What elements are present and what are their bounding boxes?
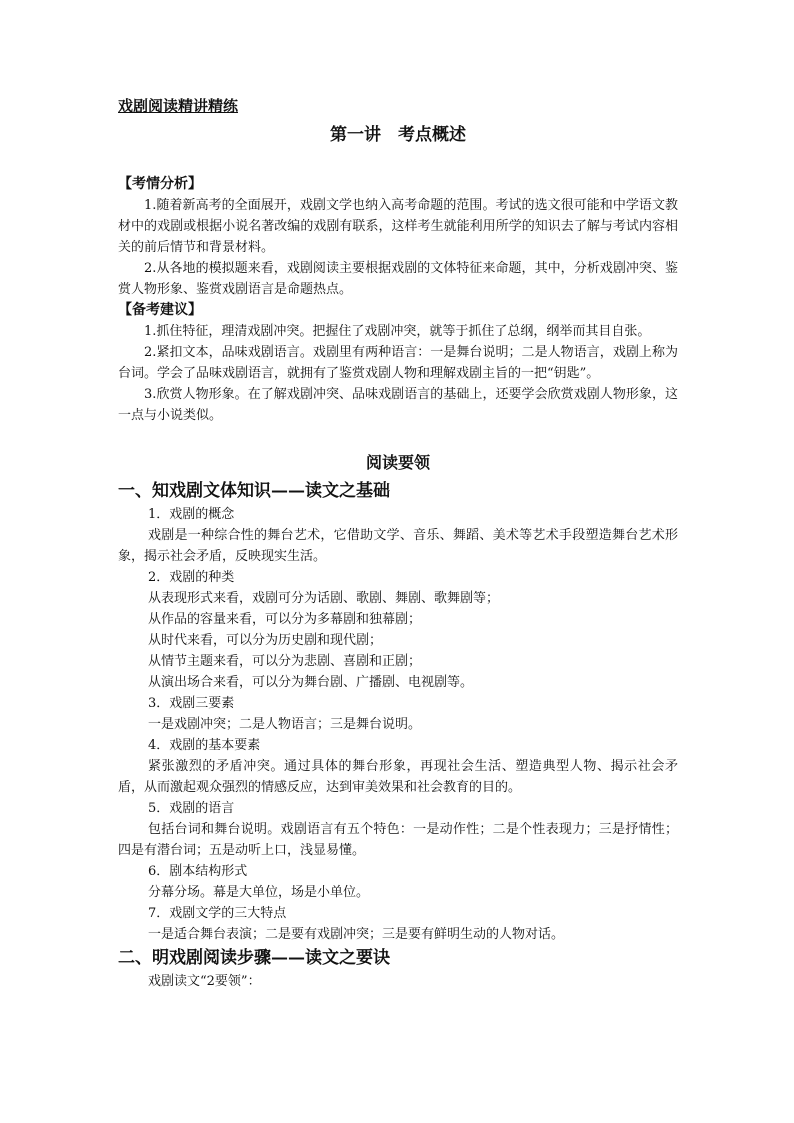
part2-intro: 戏剧读文“2要领”： <box>148 974 261 989</box>
part2-heading: 二、明戏剧阅读步骤——读文之要诀 <box>118 948 390 968</box>
part1-heading: 一、知戏剧文体知识——读文之基础 <box>118 481 390 501</box>
item-2-line-5: 从演出场合来看，可以分为舞台剧、广播剧、电视剧等。 <box>148 675 474 690</box>
item-2-title: 2．戏剧的种类 <box>148 570 235 585</box>
item-1-title: 1．戏剧的概念 <box>148 507 235 522</box>
item-5-title: 5．戏剧的语言 <box>148 801 235 816</box>
analysis-paragraph-1: 1.随着新高考的全面展开，戏剧文学也纳入高考命题的范围。考试的选文很可能和中学语文教材中的戏剧或根据小说名著改编的戏剧有联系，这样考生就能利用所学的知识去了解与考试内容相关的前后情节和背景材料。 <box>118 198 678 255</box>
advice-paragraph-1: 1.抓住特征，理清戏剧冲突。把握住了戏剧冲突，就等于抓住了总纲，纲举而其目自张。 <box>144 324 651 339</box>
advice-paragraph-2: 2.紧扣文本，品味戏剧语言。戏剧里有两种语言：一是舞台说明；二是人物语言，戏剧上称为台词。学会了品味戏剧语言，就拥有了鉴赏戏剧人物和理解戏剧主旨的一把“钥匙”。 <box>118 345 678 381</box>
document-title: 戏剧阅读精讲精练 <box>118 97 239 115</box>
item-3-title: 3．戏剧三要素 <box>148 696 235 711</box>
item-4-text: 紧张激烈的矛盾冲突。通过具体的舞台形象，再现社会生活、塑造典型人物、揭示社会矛盾，从而激起观众强烈的情感反应，达到审美效果和社会教育的目的。 <box>118 759 678 795</box>
analysis-paragraph-2: 2.从各地的模拟题来看，戏剧阅读主要根据戏剧的文体特征来命题，其中，分析戏剧冲突、鉴赏人物形象、鉴赏戏剧语言是命题热点。 <box>118 261 678 297</box>
document-page <box>118 96 678 992</box>
analysis-heading: 【考情分析】 <box>118 176 202 192</box>
lecture-title: 第一讲 考点概述 <box>330 125 466 145</box>
item-2-line-4: 从情节主题来看，可以分为悲剧、喜剧和正剧； <box>148 654 422 669</box>
item-3-text: 一是戏剧冲突；二是人物语言；三是舞台说明。 <box>148 717 422 732</box>
item-2-line-2: 从作品的容量来看，可以分为多幕剧和独幕剧； <box>148 612 422 627</box>
item-2-line-3: 从时代来看，可以分为历史剧和现代剧； <box>148 633 383 648</box>
advice-paragraph-3: 3.欣赏人物形象。在了解戏剧冲突、品味戏剧语言的基础上，还要学会欣赏戏剧人物形象，这一点与小说类似。 <box>118 387 678 423</box>
advice-heading: 【备考建议】 <box>118 302 202 318</box>
item-5-text: 包括台词和舞台说明。戏剧语言有五个特色：一是动作性；二是个性表现力；三是抒情性；四是有潜台词；五是动听上口，浅显易懂。 <box>118 822 678 858</box>
item-6-text: 分幕分场。幕是大单位，场是小单位。 <box>148 885 370 900</box>
item-2-line-1: 从表现形式来看，戏剧可分为话剧、歌剧、舞剧、歌舞剧等； <box>148 591 500 606</box>
item-4-title: 4．戏剧的基本要素 <box>148 738 261 753</box>
item-7-text: 一是适合舞台表演；二是要有戏剧冲突；三是要有鲜明生动的人物对话。 <box>148 927 565 942</box>
item-1-text: 戏剧是一种综合性的舞台艺术，它借助文学、音乐、舞蹈、美术等艺术手段塑造舞台艺术形象，揭示社会矛盾，反映现实生活。 <box>118 528 678 564</box>
reading-section-title: 阅读要领 <box>365 453 430 472</box>
item-7-title: 7．戏剧文学的三大特点 <box>148 906 287 921</box>
item-6-title: 6．剧本结构形式 <box>148 864 248 879</box>
